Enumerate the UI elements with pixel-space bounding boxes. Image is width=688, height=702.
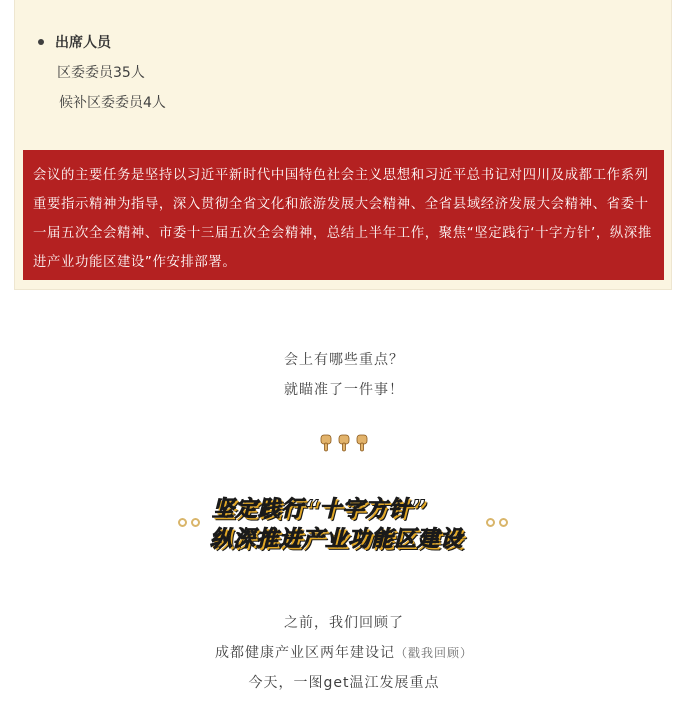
- attendance-card: [14, 0, 672, 290]
- review-link[interactable]: （戳我回顾）: [394, 646, 473, 660]
- outro-line-2: [0, 642, 688, 662]
- attendance-heading-row: [38, 32, 111, 52]
- attendance-heading: 出席人员: [55, 35, 111, 51]
- outro-line-3: 今天，一图get温江发展重点: [248, 675, 440, 691]
- pointing-hands: [0, 434, 688, 452]
- headline-line-2: 纵深推进产业功能区建设: [210, 527, 464, 552]
- bullet-icon: [38, 39, 44, 45]
- outro-line-1: 之前，我们回顾了: [284, 615, 404, 631]
- intro-line-2: 就瞄准了一件事！: [284, 382, 404, 398]
- meeting-task-box: [23, 150, 664, 280]
- outro-line-2-text: 成都健康产业区两年建设记: [214, 645, 395, 661]
- meeting-task-text: 会议的主要任务是坚持以习近平新时代中国特色社会主义思想和习近平总书记对四川及成都工作系列重要指示精神为指导，深入贯彻全省文化和旅游发展大会精神、全省县域经济发展大会精神、省委十一届五次全会精神、市委十三届五次全会精神，总结上半年工作，聚焦“坚定践行‘十字方针’，纵深推进产业功能区建设”作安排部署。: [33, 168, 652, 270]
- intro-line-1: 会上有哪些重点？: [284, 352, 404, 368]
- attendance-line-members: 区委委员35人: [57, 65, 145, 81]
- headline-line-1: 坚定践行“十字方针”: [212, 497, 427, 522]
- pointing-down-hand-icon: [319, 434, 333, 452]
- pointing-down-hand-icon: [337, 434, 351, 452]
- attendance-line-alternates: 候补区委委员4人: [59, 95, 166, 111]
- left-decor-dots: [178, 518, 200, 527]
- pointing-down-hand-icon: [355, 434, 369, 452]
- right-decor-dots: [486, 518, 508, 527]
- headline-block: [0, 490, 688, 560]
